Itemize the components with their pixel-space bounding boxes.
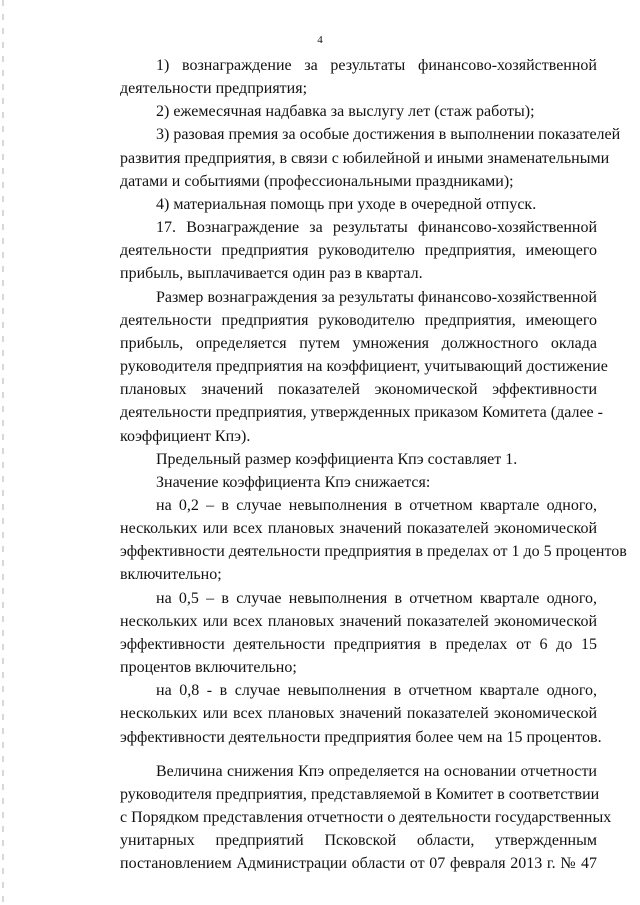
text-line: деятельности предприятия, утвержденных приказом Комитета (далее - <box>120 404 603 422</box>
text-line: Предельный размер коэффициента Кпэ составляет 1. <box>156 450 518 468</box>
text-line: эффективности деятельности предприятия в пределах от 6 до 15 <box>120 635 597 653</box>
clause-paragraph <box>84 216 597 285</box>
page-number: 4 <box>317 34 323 46</box>
text-line: деятельности предприятия руководителю предприятия, имеющего <box>120 242 597 260</box>
text-line: Значение коэффициента Кпэ снижается: <box>156 473 431 491</box>
text-line: 17. Вознаграждение за результаты финансово-хозяйственной <box>156 219 597 237</box>
text-line: постановлением Администрации области от 07 февраля 2013 г. № 47 <box>120 855 597 873</box>
body-paragraph <box>84 760 612 876</box>
list-item-paragraph <box>84 54 597 100</box>
coefficient-paragraph <box>84 587 597 680</box>
text-line: эффективности деятельности предприятия более чем на 15 процентов. <box>120 728 602 746</box>
text-line: Размер вознаграждения за результаты финансово-хозяйственной <box>156 288 597 306</box>
coefficient-paragraph <box>84 494 627 587</box>
body-paragraph <box>84 471 597 494</box>
text-line: руководителя предприятия на коэффициент, учитывающий достижение <box>120 358 608 376</box>
text-line: коэффициент Кпэ). <box>120 427 251 445</box>
text-line: прибыль, определяется путем умножения должностного оклада <box>120 334 597 352</box>
text-line: развития предприятия, в связи с юбилейной и иными знаменательными <box>120 149 610 167</box>
text-line: эффективности деятельности предприятия в пределах от 1 до 5 процентов <box>120 543 627 561</box>
text-line: деятельности предприятия руководителю предприятия, имеющего <box>120 311 597 329</box>
scan-edge-artifact <box>2 0 4 905</box>
text-line: датами и событиями (профессиональными праздниками); <box>120 172 514 190</box>
text-line: с Порядком представления отчетности о деятельности государственных <box>120 809 612 826</box>
text-line: нескольких или всех плановых значений показателей экономической <box>120 705 597 723</box>
text-line: на 0,5 – в случае невыполнения в отчетном квартале одного, <box>156 589 597 607</box>
coefficient-paragraph <box>84 679 602 748</box>
body-paragraph <box>84 286 608 448</box>
text-line: 1) вознаграждение за результаты финансово-хозяйственной <box>156 57 597 74</box>
text-line: Величина снижения Кпэ определяется на основании отчетности <box>156 762 597 780</box>
text-line: 3) разовая премия за особые достижения в выполнении показателей <box>156 126 621 144</box>
document-body <box>84 54 627 875</box>
text-line: на 0,8 - в случае невыполнения в отчетном квартале одного, <box>156 682 597 700</box>
text-line: прибыль, выплачивается один раз в квартал. <box>120 265 423 283</box>
text-line: нескольких или всех плановых значений показателей экономической <box>120 520 597 538</box>
text-line: плановых значений показателей экономической эффективности <box>120 381 597 399</box>
text-line: процентов включительно; <box>120 659 297 677</box>
text-line: включительно; <box>120 566 222 584</box>
list-item-paragraph <box>84 100 597 123</box>
body-paragraph <box>84 448 597 471</box>
text-line: руководителя предприятия, представляемой в Комитет в соответствии <box>120 785 600 803</box>
list-item-paragraph <box>84 193 597 216</box>
list-item-paragraph <box>84 123 621 192</box>
text-line: унитарных предприятий Псковской области, утвержденным <box>120 832 597 850</box>
text-line: 2) ежемесячная надбавка за выслугу лет (стаж работы); <box>156 103 535 121</box>
text-line: нескольких или всех плановых значений показателей экономической <box>120 612 597 630</box>
text-line: деятельности предприятия; <box>120 80 308 98</box>
text-line: на 0,2 – в случае невыполнения в отчетном квартале одного, <box>156 496 597 514</box>
text-line: 4) материальная помощь при уходе в очередной отпуск. <box>156 195 537 213</box>
